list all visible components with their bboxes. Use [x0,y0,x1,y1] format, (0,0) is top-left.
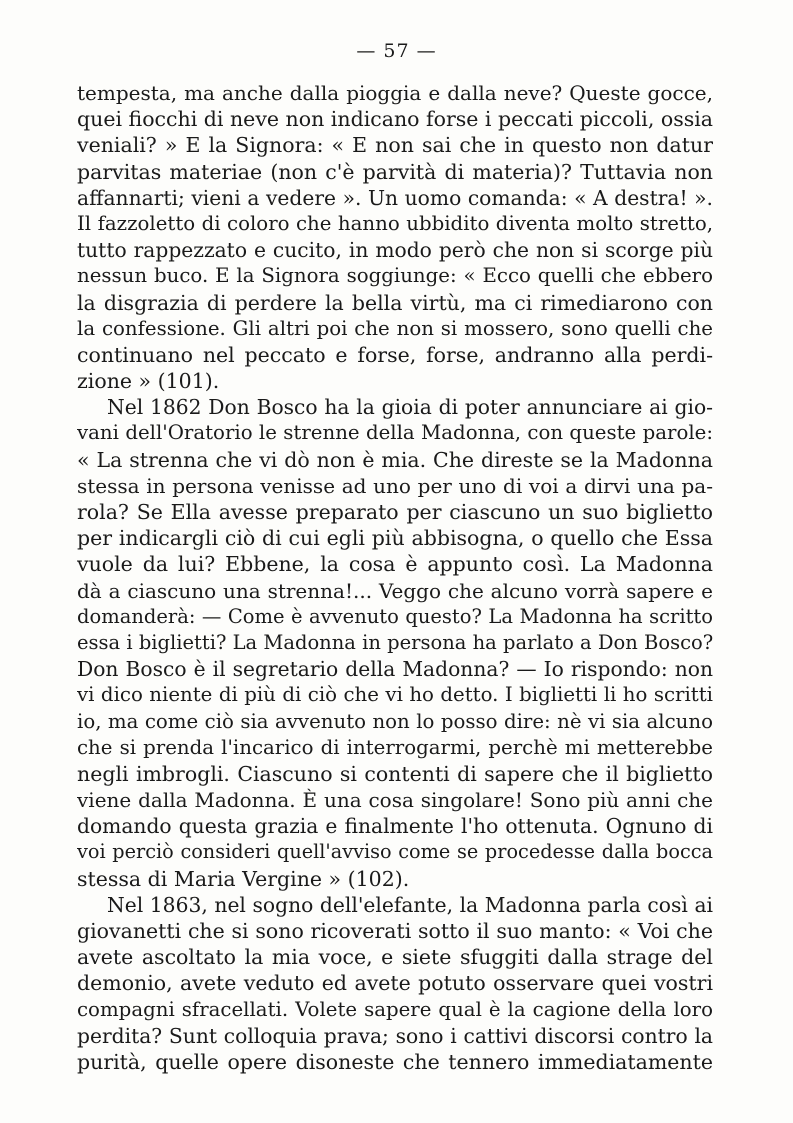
text-line: rola? Se Ella avesse preparato per ciascuno un suo biglietto [77,500,713,524]
page-number: — 57 — [356,40,437,62]
text-line: dà a ciascuno una strenna!... Veggo che alcuno vorrà sapere e [77,578,713,603]
text-line: parvitas materiae (non c'è parvità di materia)? Tuttavia non [77,159,713,184]
body-text [77,80,713,1075]
text-line: veniali? » E la Signora: « E non sai che in questo non datur [77,133,713,158]
text-line: avete ascoltato la mia voce, e siete sfuggiti dalla strage del [77,945,713,970]
text-line: compagni sfracellati. Volete sapere qual è la cagione della loro [77,997,713,1021]
text-line: purità, quelle opere disoneste che tennero immediatamente [77,1049,713,1074]
text-line: io, ma come ciò sia avvenuto non lo posso dire: nè vi sia alcuno [77,709,713,733]
text-line: vuole da lui? Ebbene, la cosa è appunto così. La Madonna [77,552,713,577]
text-line: domando questa grazia e finalmente l'ho ottenuta. Ognuno di [77,814,713,839]
text-line: viene dalla Madonna. È una cosa singolare! Sono più anni che [77,788,713,813]
text-line: stessa di Maria Vergine » (102). [77,866,410,891]
text-line: la confessione. Gli altri poi che non si mossero, sono quelli che [77,316,713,340]
text-line: Nel 1862 Don Bosco ha la gioia di poter annunciare ai gio- [107,395,713,420]
text-line: « La strenna che vi dò non è mia. Che direste se la Madonna [77,447,713,472]
text-line: negli imbrogli. Ciascuno si contenti di sapere che il biglietto [77,761,713,786]
text-line: che si prenda l'incarico di interrogarmi, perchè mi metterebbe [77,735,713,759]
text-line: per indicargli ciò di cui egli più abbisogna, o quello che Essa [77,526,713,551]
text-line: giovanetti che si sono ricoverati sotto il suo manto: « Voi che [77,919,713,943]
text-line: Nel 1863, nel sogno dell'elefante, la Madonna parla così ai [107,892,713,917]
text-line: voi perciò consideri quell'avviso come se procedesse dalla bocca [77,840,713,864]
text-line: vi dico niente di più di ciò che vi ho detto. I biglietti li ho scritti [77,683,713,707]
text-line: perdita? Sunt colloquia prava; sono i cattivi discorsi contro la [77,1023,713,1048]
text-line: la disgrazia di perdere la bella virtù, ma ci rimediarono con [77,290,713,315]
text-line: tempesta, ma anche dalla pioggia e dalla neve? Queste gocce, [77,81,713,105]
text-line: quei fiocchi di neve non indicano forse i peccati piccoli, ossia [77,107,713,132]
text-line: zione » (101). [77,369,220,394]
text-line: demonio, avete veduto ed avete potuto osservare quei vostri [77,971,713,996]
text-line: affannarti; vieni a vedere ». Un uomo comanda: « A destra! ». [77,185,713,210]
text-line: vani dell'Oratorio le strenne della Madonna, con queste parole: [77,421,713,445]
text-line: nessun buco. E la Signora soggiunge: « Ecco quelli che ebbero [77,264,713,288]
text-line: continuano nel peccato e forse, forse, andranno alla perdi- [77,342,713,367]
text-line: domanderà: — Come è avvenuto questo? La Madonna ha scritto [77,604,713,628]
text-line: Don Bosco è il segretario della Madonna? — Io rispondo: non [77,657,713,682]
text-line: tutto rappezzato e cucito, in modo però che non si scorge più [77,238,713,263]
text-line: stessa in persona venisse ad uno per uno di voi a dirvi una pa- [77,473,713,498]
text-line: Il fazzoletto di coloro che hanno ubbidito diventa molto stretto, [77,211,713,235]
text-line: essa i biglietti? La Madonna in persona ha parlato a Don Bosco? [77,630,713,654]
